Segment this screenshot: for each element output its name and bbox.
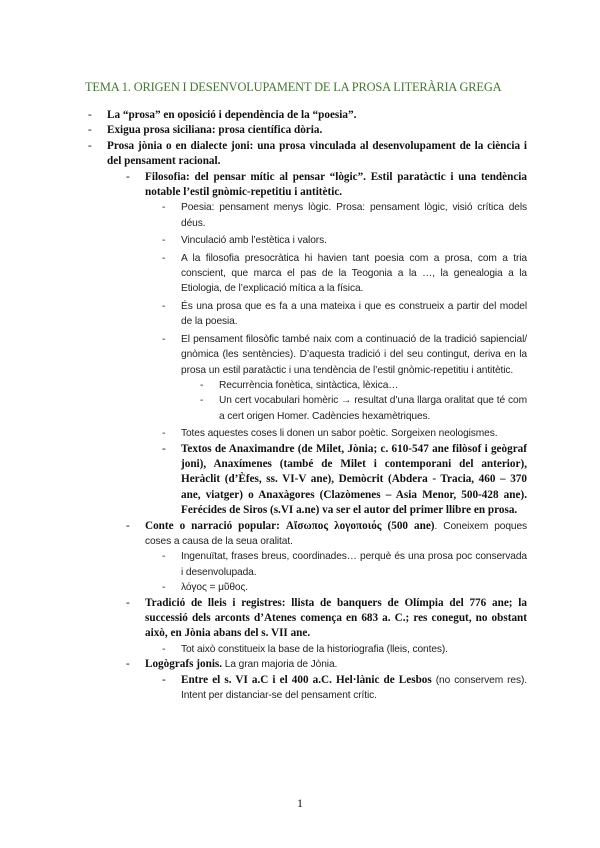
item-text: És una prosa que es fa a una mateixa i que es construeix a partir del model de la poesia.: [181, 300, 527, 328]
bullet-dash: -: [126, 170, 130, 183]
list-item: [162, 299, 527, 330]
list-item: [126, 657, 527, 672]
bullet-dash: -: [200, 395, 204, 407]
item-text: La gran majoria de Jònia.: [222, 659, 338, 671]
list-item: [162, 580, 527, 595]
item-text: λόγος = μῦθος.: [181, 582, 248, 594]
list-item: [162, 332, 527, 378]
bullet-dash: -: [88, 124, 92, 137]
list-item: [162, 673, 527, 704]
list-item: [162, 233, 527, 248]
item-text-bold: Entre el s. VI a.C i el 400 a.C. Hel·lànic de Lesbos: [181, 673, 432, 686]
bullet-dash: -: [88, 139, 92, 152]
bullet-dash: -: [162, 582, 166, 594]
list-item: [162, 442, 527, 519]
list-item: [162, 549, 527, 580]
bullet-dash: -: [200, 379, 204, 391]
list-item: [126, 596, 527, 642]
bullet-dash: -: [88, 109, 92, 121]
item-text: El pensament filosòfic també naix com a continuació de la tradició sapiencial/ gnòmica (les sentències). D’aquesta tradició i del seu contingut, deriva en la prosa un estil paratàctic i una tendència de l’estil gnòmic-repetitiu i antitètic.: [181, 333, 527, 376]
bullet-dash: -: [162, 551, 166, 563]
section-title: TEMA 1. ORIGEN I DESENVOLUPAMENT DE LA PROSA LITERÀRIA GREGA: [85, 80, 502, 94]
item-text: Tradició de lleis i registres: llista de banquers de Olímpia del 776 ane; la successió dels arconts d’Atenes comença en 683 a. C.; res conegut, no obstant això, en Jònia abans del s. VII ane.: [145, 596, 527, 640]
bullet-dash: -: [162, 428, 166, 440]
item-text: Textos de Anaximandre (de Milet, Jònia; c. 610-547 ane filòsof i geògraf joni), Anaxímenes (també de Milet i contemporani del anterior), Heràclit (d’Èfes, ss. VI-V ane), Demòcrit (Abdera - Tracia, 460 – 370 ane, viatger) o Anaxàgores (Clazòmenes – Asia Menor, 500-428 ane). Ferécides de Siros (s.VI a.ne) va ser el autor del primer llibre en prosa.: [181, 442, 527, 517]
item-text: (no conservem res). Intent per distanciar-se del pensament crític.: [181, 674, 527, 702]
item-text: Tot això constitueix la base de la historiografia (lleis, contes).: [181, 643, 448, 655]
bullet-dash: -: [162, 673, 166, 686]
bullet-dash: -: [162, 333, 166, 345]
list-item: [126, 170, 527, 201]
bullet-dash: -: [162, 300, 166, 312]
list-item: [162, 200, 527, 231]
bullet-dash: -: [162, 643, 166, 655]
page-number: 1: [297, 796, 303, 810]
bullet-dash: -: [162, 252, 166, 264]
item-text: Filosofia: del pensar mític al pensar “lògic”. Estil paratàctic i una tendència notable l’estil gnòmic-repetitiu i antitètic.: [145, 170, 527, 199]
bullet-dash: -: [126, 519, 130, 532]
outline-list: [0, 108, 600, 703]
item-text: Un cert vocabulari homèric → resultat d’una llarga oralitat que té com a cert origen Homer. Cadències hexamètriques.: [219, 395, 527, 422]
bullet-dash: -: [162, 442, 166, 455]
list-item: [162, 426, 527, 441]
item-text: Totes aquestes coses li donen un sabor poètic. Sorgeixen neologismes.: [181, 428, 498, 440]
bullet-dash: -: [162, 235, 166, 247]
item-text: Recurrència fonètica, sintàctica, lèxica…: [219, 379, 399, 391]
item-text: Prosa jònia o en dialecte joni: una prosa vinculada al desenvolupament de la ciència i del pensament racional.: [107, 139, 527, 168]
list-item: [88, 139, 527, 170]
list-item: [88, 123, 527, 138]
item-text: A la filosofia presocràtica hi havien tant poesia com a prosa, com a tria conscient, que marca el pas de la Teogonia a la …, la genealogia a la Etiologia, de l’explicació mítica a la física.: [181, 252, 527, 295]
bullet-dash: -: [126, 596, 130, 609]
item-text: Ingenuïtat, frases breus, coordinades… perquè és una prosa poc conservada i desenvolupada.: [181, 551, 527, 578]
list-item: [200, 393, 527, 424]
list-item: [200, 378, 527, 393]
list-item: [162, 642, 527, 657]
list-item: [126, 519, 528, 550]
list-item: [88, 108, 527, 123]
bullet-dash: -: [126, 658, 130, 671]
bullet-dash: -: [162, 202, 166, 214]
item-text: Exigua prosa siciliana: prosa científica dòria.: [107, 124, 323, 137]
item-text-bold: Conte o narració popular: Αἴσωπος λογοποιός (500 ane): [145, 519, 435, 532]
item-text-bold: Logògrafs jonis.: [145, 658, 223, 671]
item-text: La “prosa” en oposició i dependència de la “poesia”.: [107, 109, 357, 121]
item-text: Vinculació amb l’estètica i valors.: [181, 235, 327, 247]
item-text: Poesia: pensament menys lògic. Prosa: pensament lògic, visió crítica dels déus.: [181, 202, 527, 229]
item-text: . Coneixem poques coses a causa de la seua oralitat.: [145, 520, 528, 547]
list-item: [162, 251, 527, 297]
